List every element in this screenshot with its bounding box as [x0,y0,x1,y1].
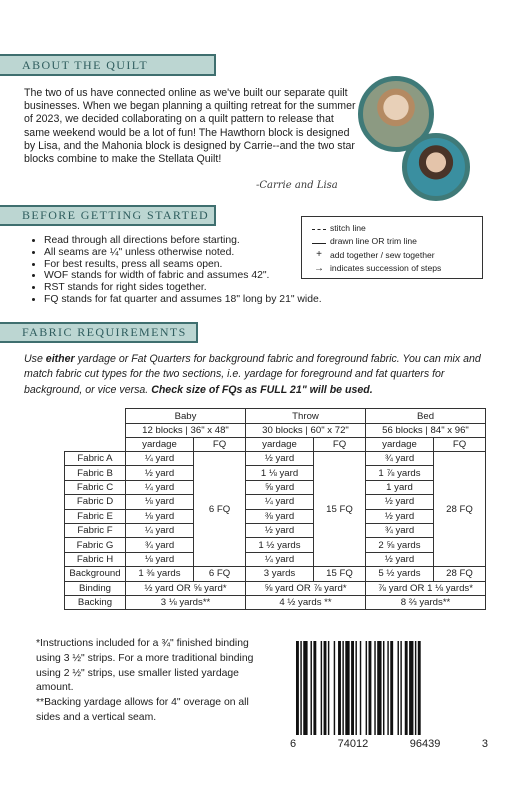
fabric-heading-text: FABRIC REQUIREMENTS [22,325,187,339]
cell-throw: ¼ yard [246,495,314,509]
symbol-legend [301,216,483,279]
list-item: • WOF stands for width of fabric and assumes 42". [44,270,322,282]
barcode-bar [390,641,393,735]
list-item: • All seams are ¼" unless otherwise noted. [44,247,322,259]
col-fq: FQ [314,438,366,452]
legend-row-add [308,248,476,262]
barcode-bar [338,641,341,735]
legend-label: indicates succession of steps [330,263,442,274]
cell-throw-fq: 15 FQ [314,567,366,581]
cell-bed: ¾ yard [366,452,434,466]
cell-bed: ½ yard [366,509,434,523]
intro-text: Use [24,353,46,365]
cell-throw: ⅝ yard [246,480,314,494]
cell-baby: ⅛ yard [126,509,194,523]
table-header-row [65,409,486,424]
cell-baby: ¼ yard [126,480,194,494]
cell-bed: ¾ yard [366,523,434,537]
barcode-bar [345,641,349,735]
barcode-bar [418,641,421,735]
cell-bed: 1 yard [366,480,434,494]
before-getting-started-heading [0,205,216,226]
table-row [65,495,486,509]
barcode-bar [328,641,329,735]
list-item: • FQ stands for fat quarter and assumes 18" long by 21" wide. [44,294,322,306]
barcode-bar [324,641,327,735]
barcode-bar [398,641,399,735]
cell-throw: ⅝ yard OR ⅞ yard* [246,581,366,595]
barcode-icon [296,641,480,735]
row-label: Fabric H [65,552,126,566]
barcode-bar [387,641,388,735]
plus-icon: + [316,249,322,261]
legend-row-drawn [308,235,476,249]
cell-baby: ¾ yard [126,538,194,552]
cell-throw: ¼ yard [246,552,314,566]
barcode-digit-group: 74012 [337,738,369,750]
barcode-bar [409,641,413,735]
barcode-bar [303,641,307,735]
solid-line-icon [308,236,330,247]
size-name-baby: Baby [126,409,246,424]
intro-bold-note: Check size of FQs as FULL 21" will be used. [151,383,373,396]
barcode-digit-group: 96439 [409,738,441,750]
instructions-list [30,235,322,306]
col-yardage: yardage [126,438,194,452]
size-detail-bed: 56 blocks | 84" x 96" [366,424,486,438]
table-row-background [65,567,486,581]
signature: -Carrie and Lisa [256,180,338,191]
table-corner [65,409,126,452]
intro-text: yardage or Fat Quarters for background fabric and foreground fabric. You can mix and match fabric cut types for the two sections, i.e. yardage for foreground and fat quarters for background, or vice versa. [24,353,481,396]
cell-throw: 1 ⅛ yard [246,466,314,480]
cell-baby: ½ yard [126,466,194,480]
barcode-bar [369,641,372,735]
table-row [65,466,486,480]
cell-bed: ⅞ yard OR 1 ⅛ yards* [366,581,486,595]
list-item: • Read through all directions before starting. [44,235,322,247]
barcode-bar [300,641,301,735]
legend-row-stitch [308,221,476,235]
table-row [65,509,486,523]
size-detail-baby: 12 blocks | 36" x 48" [126,424,246,438]
table-row [65,452,486,466]
cell-baby: ⅛ yard [126,552,194,566]
cell-throw-yardage: 3 yards [246,567,314,581]
row-label: Background [65,567,126,581]
table-header-row [65,438,486,452]
cell-throw: 1 ½ yards [246,538,314,552]
cell-baby-yardage: 1 ⅜ yards [126,567,194,581]
table-row-binding [65,581,486,595]
col-yardage: yardage [246,438,314,452]
dashed-line-icon [308,222,330,233]
cell-bed-fq: 28 FQ [434,567,486,581]
barcode-bar [311,641,312,735]
row-label: Fabric B [65,466,126,480]
designer-photo-carrie [402,133,470,201]
cell-baby: ¼ yard [126,523,194,537]
row-label: Fabric E [65,509,126,523]
table-row [65,523,486,537]
about-paragraph: The two of us have connected online as we've built our separate quilt businesses. When we began planning a quilting retreat for the summer of 2023, we decided collaborating on a quilt pattern to release that same weekend would be a lot of fun! The Hawthorn block is designed by Lisa, and the Mahonia block is designed by Carrie--and the two star blocks combine to make the Stellata Quilt! [24,87,356,166]
row-label: Fabric A [65,452,126,466]
cell-baby: ½ yard OR ⅝ yard* [126,581,246,595]
legend-row-succession [308,262,476,276]
cell-bed: 1 ⅞ yards [366,466,434,480]
barcode-digits [290,738,488,750]
size-detail-throw: 30 blocks | 60" x 72" [246,424,366,438]
barcode-bar [342,641,343,735]
about-heading-text: ABOUT THE QUILT [22,57,149,72]
fabric-table [64,408,486,610]
fabric-fq-throw: 15 FQ [314,452,366,567]
row-label: Fabric C [65,480,126,494]
legend-label: drawn line OR trim line [330,236,417,247]
table-header-row [65,424,486,438]
row-label: Backing [65,595,126,609]
barcode-bar [405,641,408,735]
cell-bed: ½ yard [366,495,434,509]
table-row-backing [65,595,486,609]
arrow-right-icon: → [314,262,324,274]
col-fq: FQ [434,438,486,452]
intro-emphasis: either [45,353,75,365]
barcode-bar [355,641,356,735]
table-row [65,552,486,566]
binding-footnote: *Instructions included for a ¾" finished binding using 3 ½" strips. For a more traditional binding using 2 ½" strips, use smaller listed yardage amount. [36,638,254,694]
barcode-bar [351,641,354,735]
cell-baby: ¼ yard [126,452,194,466]
barcode-bar [400,641,401,735]
col-yardage: yardage [366,438,434,452]
barcode-bar [296,641,299,735]
size-name-throw: Throw [246,409,366,424]
before-heading-text: BEFORE GETTING STARTED [22,208,210,222]
barcode-bar [334,641,335,735]
barcode-bar [321,641,322,735]
cell-throw: ½ yard [246,452,314,466]
cell-throw: ⅜ yard [246,509,314,523]
list-item: • RST stands for right sides together. [44,282,322,294]
col-fq: FQ [194,438,246,452]
size-name-bed: Bed [366,409,486,424]
fabric-fq-baby: 6 FQ [194,452,246,567]
cell-bed: ½ yard [366,552,434,566]
barcode-bar [366,641,367,735]
list-item: • For best results, press all seams open. [44,259,322,271]
barcode-bar [383,641,384,735]
cell-bed: 2 ⅝ yards [366,538,434,552]
cell-bed-yardage: 5 ½ yards [366,567,434,581]
table-row [65,538,486,552]
barcode-digit-left: 6 [290,738,297,750]
fabric-requirements-heading [0,322,198,343]
barcode-bar [313,641,316,735]
barcode-bar [377,641,381,735]
legend-label: add together / sew together [330,249,435,260]
row-label: Fabric D [65,495,126,509]
backing-footnote: **Backing yardage allows for 4" overage on all sides and a vertical seam. [36,697,249,723]
barcode-bar [360,641,361,735]
cell-throw: 4 ½ yards ** [246,595,366,609]
cell-bed: 8 ⅔ yards** [366,595,486,609]
barcode-bar [415,641,416,735]
row-label: Fabric F [65,523,126,537]
cell-baby: ⅛ yard [126,495,194,509]
about-the-quilt-heading [0,54,216,76]
cell-baby: 3 ⅛ yards** [126,595,246,609]
cell-throw: ½ yard [246,523,314,537]
table-row [65,480,486,494]
fabric-intro [24,352,494,398]
footnotes [36,637,266,726]
barcode-digit-right: 3 [481,738,488,750]
barcode-bar [374,641,375,735]
row-label: Binding [65,581,126,595]
row-label: Fabric G [65,538,126,552]
legend-label: stitch line [330,222,366,233]
fabric-fq-bed: 28 FQ [434,452,486,567]
cell-baby-fq: 6 FQ [194,567,246,581]
